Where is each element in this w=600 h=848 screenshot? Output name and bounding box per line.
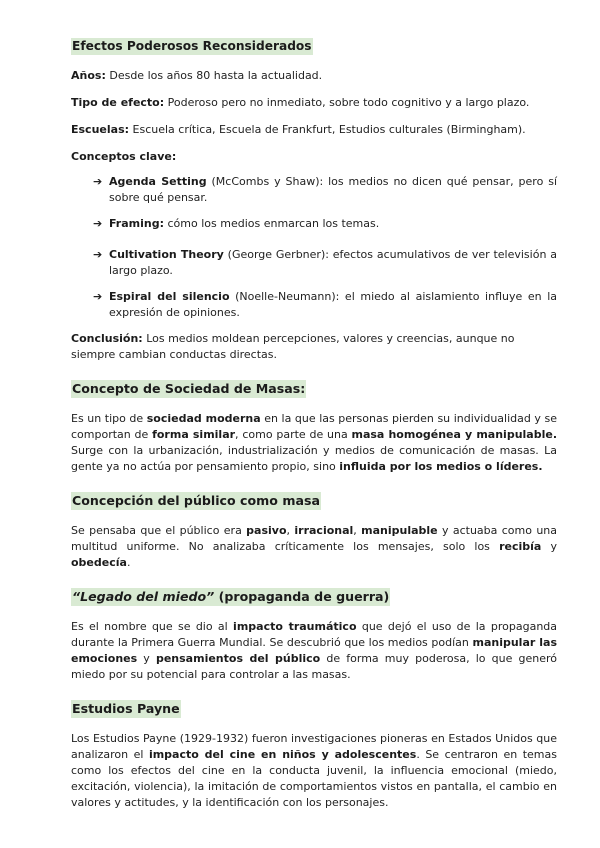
section-heading: Concepto de Sociedad de Masas: xyxy=(72,381,306,396)
section-paragraph: Es un tipo de sociedad moderna en la que las personas pierden su individualidad y se comportan de forma similar, como parte de una masa homogénea y manipulable. Surge con la urbanización, industrialización y medios de comunicación de masas. La gente ya no actúa por pensamiento propio, sino influida por los medios o líderes. xyxy=(71,412,558,473)
list-item: ➔ Framing: cómo los medios enmarcan los temas. xyxy=(93,217,380,230)
section-efectos-poderosos xyxy=(71,35,557,363)
anos-field: Años: Desde los años 80 hasta la actualidad. xyxy=(71,69,323,82)
list-item: ➔ Agenda Setting (McCombs y Shaw): los medios no dicen qué pensar, pero sí sobre qué pensar. xyxy=(93,175,558,204)
section-legado-del-miedo xyxy=(71,586,557,683)
tipo-efecto-field: Tipo de efecto: Poderoso pero no inmediato, sobre todo cognitivo y a largo plazo. xyxy=(71,96,530,109)
conceptos-label: Conceptos clave: xyxy=(71,150,177,163)
section-heading: Efectos Poderosos Reconsiderados xyxy=(72,39,312,53)
concepts-list xyxy=(71,174,557,321)
section-sociedad-de-masas xyxy=(71,378,557,475)
arrow-right-icon: ➔ xyxy=(93,248,103,261)
list-item: ➔ Cultivation Theory (George Gerbner): efectos acumulativos de ver televisión a largo plazo. xyxy=(93,248,557,277)
section-paragraph: Se pensaba que el público era pasivo, irracional, manipulable y actuaba como una multitud uniforme. No analizaba críticamente los mensajes, solo los recibía y obedecía. xyxy=(71,524,558,569)
section-heading: Estudios Payne xyxy=(72,701,180,716)
arrow-right-icon: ➔ xyxy=(93,290,103,303)
section-heading: Concepción del público como masa xyxy=(72,493,320,508)
section-heading: “Legado del miedo” (propaganda de guerra) xyxy=(72,589,390,604)
document-body xyxy=(71,35,557,811)
section-paragraph: Los Estudios Payne (1929-1932) fueron investigaciones pioneras en Estados Unidos que analizaron el impacto del cine en niños y adolescentes. Se centraron en temas como los efectos del cine en la conducta juvenil, la influencia emocional (miedo, excitación, violencia), la imitación de comportamientos vistos en pantalla, el cambio en valores y actitudes, y la identificación con los personajes. xyxy=(71,732,557,809)
arrow-right-icon: ➔ xyxy=(93,175,103,188)
section-paragraph: Es el nombre que se dio al impacto traumático que dejó el uso de la propaganda durante la Primera Guerra Mundial. Se descubrió que los medios podían manipular las emociones y pensamientos del público de forma muy poderosa, lo que generó miedo por su potencial para controlar a las masas. xyxy=(71,620,558,681)
section-estudios-payne xyxy=(71,698,557,811)
list-item: ➔ Espiral del silencio (Noelle-Neumann): el miedo al aislamiento influye en la expresión de opiniones. xyxy=(93,290,557,319)
arrow-right-icon: ➔ xyxy=(93,217,103,230)
conclusion-paragraph: Conclusión: Los medios moldean percepciones, valores y creencias, aunque no siempre cambian conductas directas. xyxy=(71,332,515,361)
section-publico-como-masa xyxy=(71,490,557,571)
escuelas-field: Escuelas: Escuela crítica, Escuela de Frankfurt, Estudios culturales (Birmingham). xyxy=(71,123,526,136)
